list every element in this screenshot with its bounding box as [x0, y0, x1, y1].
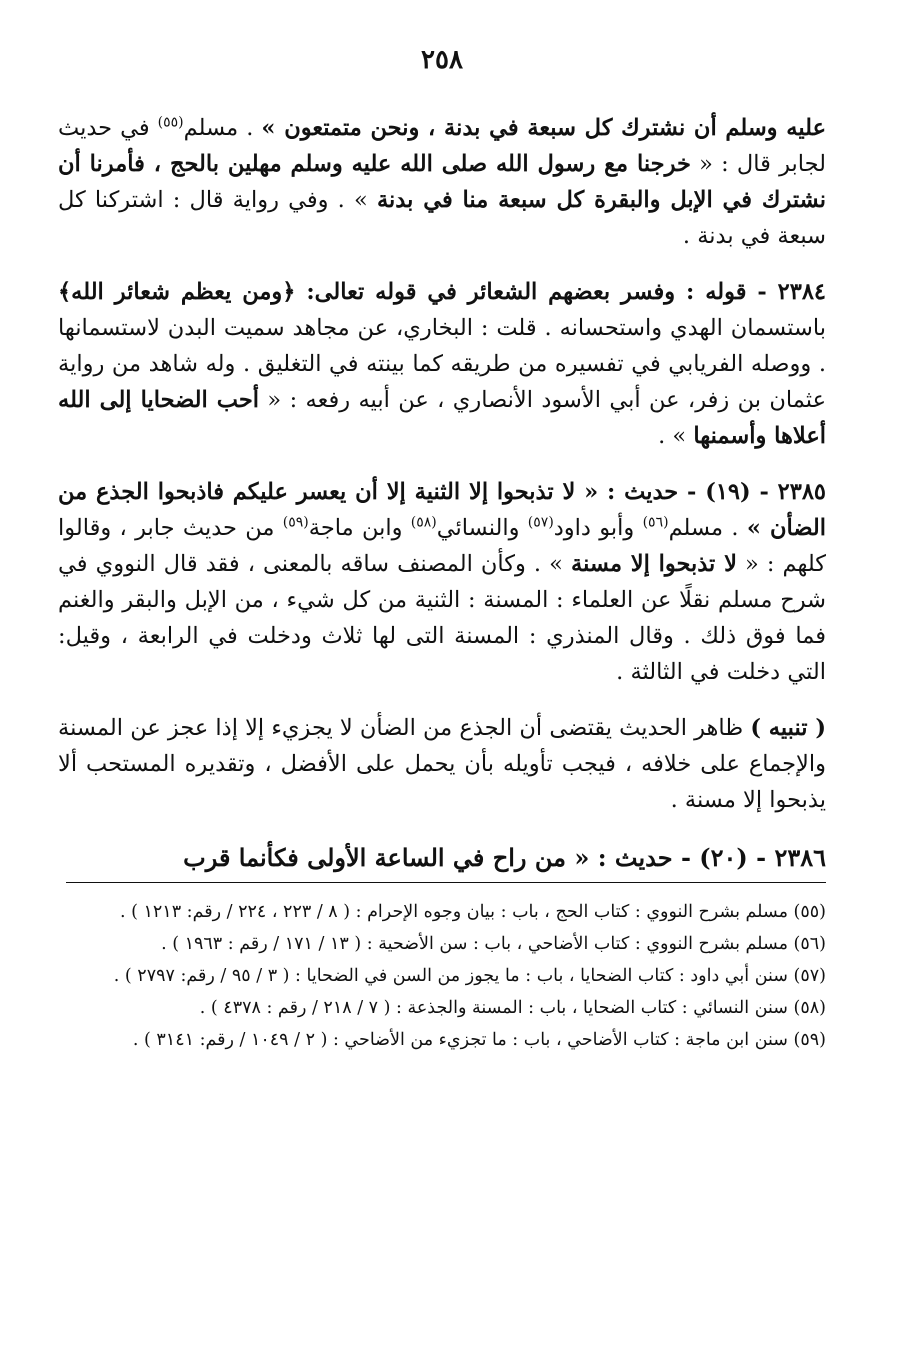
plain-text: » . — [658, 423, 694, 449]
quoted-text-bold: عليه وسلم أن نشترك كل سبعة في بدنة ، ونحن متمتعون » — [261, 115, 826, 141]
book-page — [58, 40, 826, 1057]
paragraph-hadith-continuation — [58, 110, 826, 254]
footnote-58: (٥٨) سنن النسائي : كتاب الضحايا ، باب : المسنة والجذعة : ( ٧ / ٢١٨ / رقم : ٤٣٧٨ ) . — [199, 998, 826, 1018]
quoted-text-bold: أحب الضحايا إلى الله أعلاها وأسمنها — [58, 387, 826, 449]
plain-text: » . وكأن المصنف ساقه بالمعنى ، فقد قال النووي في شرح مسلم نقلًا عن العلماء : المسنة : الثنية من كل شيء ، من الإبل والبقر والغنم فما فوق ذلك . وقال المنذري : المسنة التى لها ثلاث ودخلت في الرابعة ، وقيل: التي دخلت في الثالثة . — [58, 551, 826, 685]
plain-text: والنسائي — [436, 515, 528, 541]
footnote-55: (٥٥) مسلم بشرح النووي : كتاب الحج ، باب : بيان وجوه الإحرام : ( ٨ / ٢٢٣ ، ٢٢٤ / رقم: ١٢١٣ ) . — [119, 902, 826, 922]
entry-heading-2384: ٢٣٨٤ - قوله : وفسر بعضهم الشعائر في قوله تعالى: ﴿ومن يعظم شعائر الله﴾ — [58, 279, 826, 305]
paragraph-tanbih — [58, 710, 826, 818]
tanbih-label: ( تنبيه ) — [750, 715, 826, 741]
plain-text: . مسلم — [668, 515, 747, 541]
plain-text: وأبو داود — [553, 515, 643, 541]
footnotes-section — [58, 897, 826, 1055]
plain-text: » . وفي رواية قال : اشتركنا كل سبعة في بدنة . — [58, 187, 826, 249]
paragraph-2384 — [58, 274, 826, 454]
quoted-text-bold: لا تذبحوا إلا مسنة — [571, 551, 737, 577]
footnote-ref-59[interactable]: (٥٩) — [282, 514, 309, 531]
footnote-ref-55[interactable]: (٥٥) — [157, 114, 184, 131]
footnote-57: (٥٧) سنن أبي داود : كتاب الضحايا ، باب : ما يجوز من السن في الضحايا : ( ٣ / ٩٥ / رقم: ٢٧٩٧ ) . — [113, 966, 826, 986]
entry-heading-2386: ٢٣٨٦ - (٢٠) - حديث : « من راح في الساعة الأولى فكأنما قرب — [66, 838, 826, 883]
footnote-56: (٥٦) مسلم بشرح النووي : كتاب الأضاحي ، باب : سن الأضحية : ( ١٣ / ١٧١ / رقم : ١٩٦٣ ) . — [161, 934, 826, 954]
entry-heading-2385: ٢٣٨٥ - (١٩) - حديث : « لا تذبحوا إلا الثنية إلا أن يعسر عليكم فاذبحوا الجذع من الضأن » — [58, 479, 826, 541]
plain-text: في حديث لجابر قال : « — [58, 115, 826, 177]
plain-text: وابن ماجة — [308, 515, 411, 541]
quoted-text-bold: خرجنا مع رسول الله صلى الله عليه وسلم مهلين بالحج ، فأمرنا أن نشترك في الإبل والبقرة كل سبعة منا في بدنة — [58, 151, 826, 213]
plain-text: . مسلم — [183, 115, 262, 141]
footnote-ref-56[interactable]: (٥٦) — [642, 514, 669, 531]
paragraph-2385 — [58, 474, 826, 690]
footnote-ref-58[interactable]: (٥٨) — [410, 514, 437, 531]
footnote-ref-57[interactable]: (٥٧) — [527, 514, 554, 531]
plain-text: ظاهر الحديث يقتضى أن الجذع من الضأن لا يجزيء إلا إذا عجز عن المسنة والإجماع على خلافه ، فيجب تأويله بأن يحمل على الأفضل ، وتقديره المستحب ألا يذبحوا إلا مسنة . — [58, 715, 826, 813]
plain-text: باستسمان الهدي واستحسانه . قلت : البخاري، عن مجاهد سميت البدن لاستسمانها . ووصله الفريابي في تفسيره من طريقه كما بينته في التغليق . وله شاهد من رواية عثمان بن زفر، عن أبي الأسود الأنصاري ، عن أبيه رفعه : « — [58, 315, 826, 413]
footnote-59: (٥٩) سنن ابن ماجة : كتاب الأضاحي ، باب : ما تجزيء من الأضاحي : ( ٢ / ١٠٤٩ / رقم: ٣١٤١ ) . — [132, 1030, 826, 1050]
plain-text: من حديث جابر ، وقالوا كلهم : « — [58, 515, 827, 577]
page-number: ٢٥٨ — [421, 45, 463, 75]
